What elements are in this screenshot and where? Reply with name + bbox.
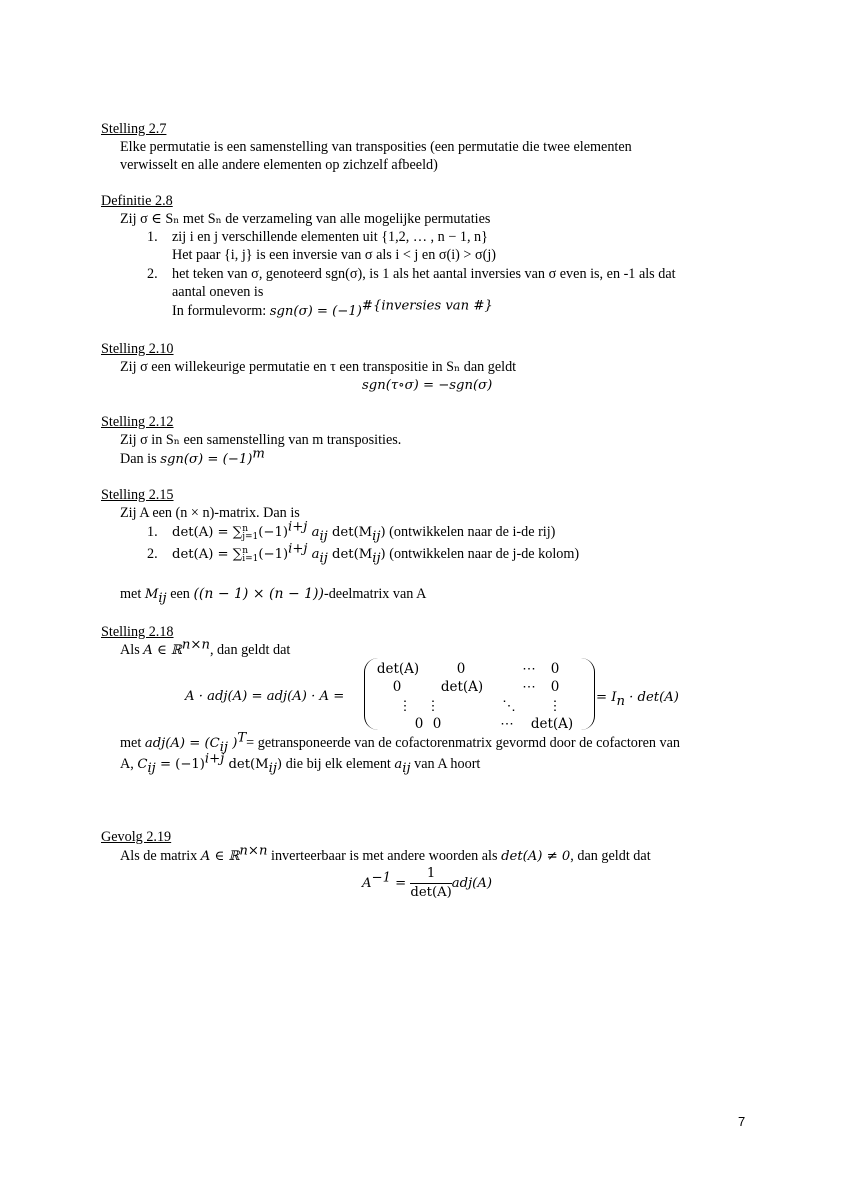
text: In formulevorm:	[172, 303, 270, 319]
text: A,	[120, 756, 138, 772]
matrix-cell: 0	[550, 679, 560, 695]
matrix-cell: ⋮	[548, 698, 562, 714]
formula-line	[120, 446, 265, 469]
formula: det(A) ≠ 0	[501, 849, 571, 864]
formula: sgn(σ) = (−1)	[269, 304, 362, 319]
text: een	[166, 586, 194, 602]
formula: (−1)	[258, 547, 289, 562]
formula-line	[172, 298, 493, 321]
sum-upper: n	[242, 545, 249, 556]
text: Als de matrix	[120, 848, 201, 864]
matrix-equation-rhs	[596, 688, 679, 707]
formula: ((n − 1) × (n − 1))	[193, 586, 324, 602]
text: (ontwikkelen naar de j-de kolom)	[385, 546, 580, 562]
formula-exponent: #{inversies van #}	[361, 298, 493, 314]
formula: det(M	[327, 525, 373, 540]
formula-subscript: ij	[402, 760, 411, 776]
matrix-cell: ⋯	[522, 661, 536, 677]
heading-definitie-2-8: Definitie 2.8	[101, 193, 173, 209]
list-item-text: zij i en j verschillende elementen uit {1,2, … , n − 1, n}	[172, 229, 488, 245]
text-line: Elke permutatie is een samenstelling van transposities (een permutatie die twee elementen	[120, 139, 632, 155]
text: Dan is	[120, 451, 161, 467]
formula: a	[307, 525, 320, 540]
formula: · det(A)	[624, 690, 679, 705]
formula-line	[172, 541, 580, 566]
formula: adj(A) = (C	[144, 736, 220, 751]
text-line: verwisselt en alle andere elementen op zichzelf afbeeld)	[120, 157, 438, 173]
matrix-cell: 0	[550, 661, 560, 677]
list-number: 1.	[147, 229, 158, 245]
formula: det(M	[224, 757, 269, 772]
formula: = I	[596, 690, 617, 705]
text: , dan geldt dat	[570, 848, 651, 864]
matrix-cell: 0	[392, 679, 402, 695]
formula-line	[120, 585, 426, 604]
formula: C	[137, 757, 148, 772]
text: = getransponeerde van de cofactorenmatrix gevormd door de cofactoren van	[246, 735, 680, 751]
formula: (−1)	[258, 525, 289, 540]
text-line: Zij A een (n × n)-matrix. Dan is	[120, 505, 300, 521]
matrix-cell: 0	[414, 716, 424, 732]
formula: )	[380, 525, 386, 540]
formula-exponent: −1	[371, 870, 391, 886]
formula-line	[120, 637, 291, 660]
sum-upper: n	[242, 523, 249, 534]
text: -deelmatrix van A	[323, 586, 427, 602]
formula: det(M	[327, 547, 373, 562]
formula-subscript: ij	[319, 528, 328, 544]
text-line: Zij σ ∈ Sₙ met Sₙ de verzameling van alle mogelijke permutaties	[120, 211, 491, 227]
formula: sgn(σ) = (−1)	[160, 452, 253, 467]
heading-stelling-2-12: Stelling 2.12	[101, 414, 174, 430]
sum-lower: j=1	[242, 531, 259, 542]
formula: adj(A)	[451, 876, 492, 891]
formula: =	[390, 876, 411, 891]
matrix-cell: ⋱	[502, 698, 516, 714]
matrix-cell: det(A)	[376, 661, 420, 677]
list-item-text: aantal oneven is	[172, 284, 264, 300]
formula-exponent: i+j	[288, 519, 308, 535]
list-number: 2.	[147, 546, 158, 562]
text: die bij elk element	[282, 756, 395, 772]
matrix-cell: ⋯	[522, 679, 536, 695]
text: (ontwikkelen naar de i-de rij)	[385, 524, 556, 540]
right-parenthesis	[580, 658, 595, 730]
text: , dan geldt dat	[209, 642, 291, 658]
formula-exponent: n×n	[239, 843, 268, 859]
matrix-cell: ⋮	[426, 698, 440, 714]
matrix-cell: ⋯	[500, 716, 514, 732]
formula-line	[172, 519, 556, 544]
fraction-denominator: det(A)	[410, 885, 452, 901]
formula: M	[144, 587, 159, 602]
centered-equation: sgn(τ∘σ) = −sgn(σ)	[362, 378, 493, 393]
formula-exponent: i+j	[204, 751, 225, 767]
matrix-cell: 0	[432, 716, 442, 732]
formula: det(A) = ∑	[172, 525, 243, 540]
formula-exponent: n×n	[181, 637, 210, 653]
matrix-cell: det(A)	[530, 716, 574, 732]
fraction	[410, 865, 451, 902]
page-number: 7	[738, 1114, 746, 1129]
sum-limits	[242, 547, 258, 563]
formula-subscript: n	[616, 693, 625, 709]
formula-subscript: ij	[319, 550, 328, 566]
fraction-numerator: 1	[410, 865, 451, 884]
formula-exponent: m	[252, 446, 265, 462]
heading-stelling-2-7: Stelling 2.7	[101, 121, 167, 137]
formula-exponent: i+j	[288, 541, 308, 557]
formula-line	[120, 730, 680, 755]
formula-subscript: ij	[219, 739, 229, 755]
formula-exponent: T	[237, 730, 247, 746]
formula: = (−1)	[155, 757, 205, 772]
text: van A hoort	[410, 756, 481, 772]
text: met	[120, 586, 145, 602]
formula: a	[394, 757, 403, 772]
list-item-text: het teken van σ, genoteerd sgn(σ), is 1 als het aantal inversies van σ even is, en -1 als dat	[172, 266, 676, 282]
formula: det(A) = ∑	[172, 547, 243, 562]
formula: A	[362, 876, 372, 891]
heading-stelling-2-18: Stelling 2.18	[101, 624, 174, 640]
formula-subscript: ij	[372, 528, 381, 544]
formula-subscript: ij	[268, 760, 277, 776]
formula-line	[120, 751, 481, 776]
sum-limits	[242, 525, 258, 541]
list-item-text: Het paar {i, j} is een inversie van σ als i < j en σ(i) > σ(j)	[172, 247, 497, 263]
formula: A ∈ ℝ	[143, 643, 182, 658]
formula-subscript: ij	[158, 590, 167, 606]
text: Als	[120, 642, 144, 658]
text: inverteerbaar is met andere woorden als	[267, 848, 502, 864]
list-number: 2.	[147, 266, 158, 282]
formula: )	[276, 757, 283, 772]
matrix-cell: det(A)	[440, 679, 484, 695]
formula-subscript: ij	[147, 760, 156, 776]
text: met	[120, 735, 145, 751]
formula: )	[228, 736, 238, 751]
list-number: 1.	[147, 524, 158, 540]
matrix-equation-lhs: A · adj(A) = adj(A) · A =	[185, 689, 345, 704]
heading-stelling-2-10: Stelling 2.10	[101, 341, 174, 357]
formula-subscript: ij	[372, 550, 381, 566]
matrix-cell: 0	[456, 661, 466, 677]
heading-gevolg-2-19: Gevolg 2.19	[101, 829, 172, 845]
sum-lower: i=1	[242, 553, 259, 564]
formula: )	[380, 547, 386, 562]
matrix-cell: ⋮	[398, 698, 412, 714]
inverse-equation	[362, 864, 492, 903]
formula: a	[307, 547, 320, 562]
heading-stelling-2-15: Stelling 2.15	[101, 487, 174, 503]
text-line: Zij σ een willekeurige permutatie en τ een transpositie in Sₙ dan geldt	[120, 359, 517, 375]
formula: A ∈ ℝ	[200, 849, 240, 864]
text-line: Zij σ in Sₙ een samenstelling van m transposities.	[120, 432, 402, 448]
